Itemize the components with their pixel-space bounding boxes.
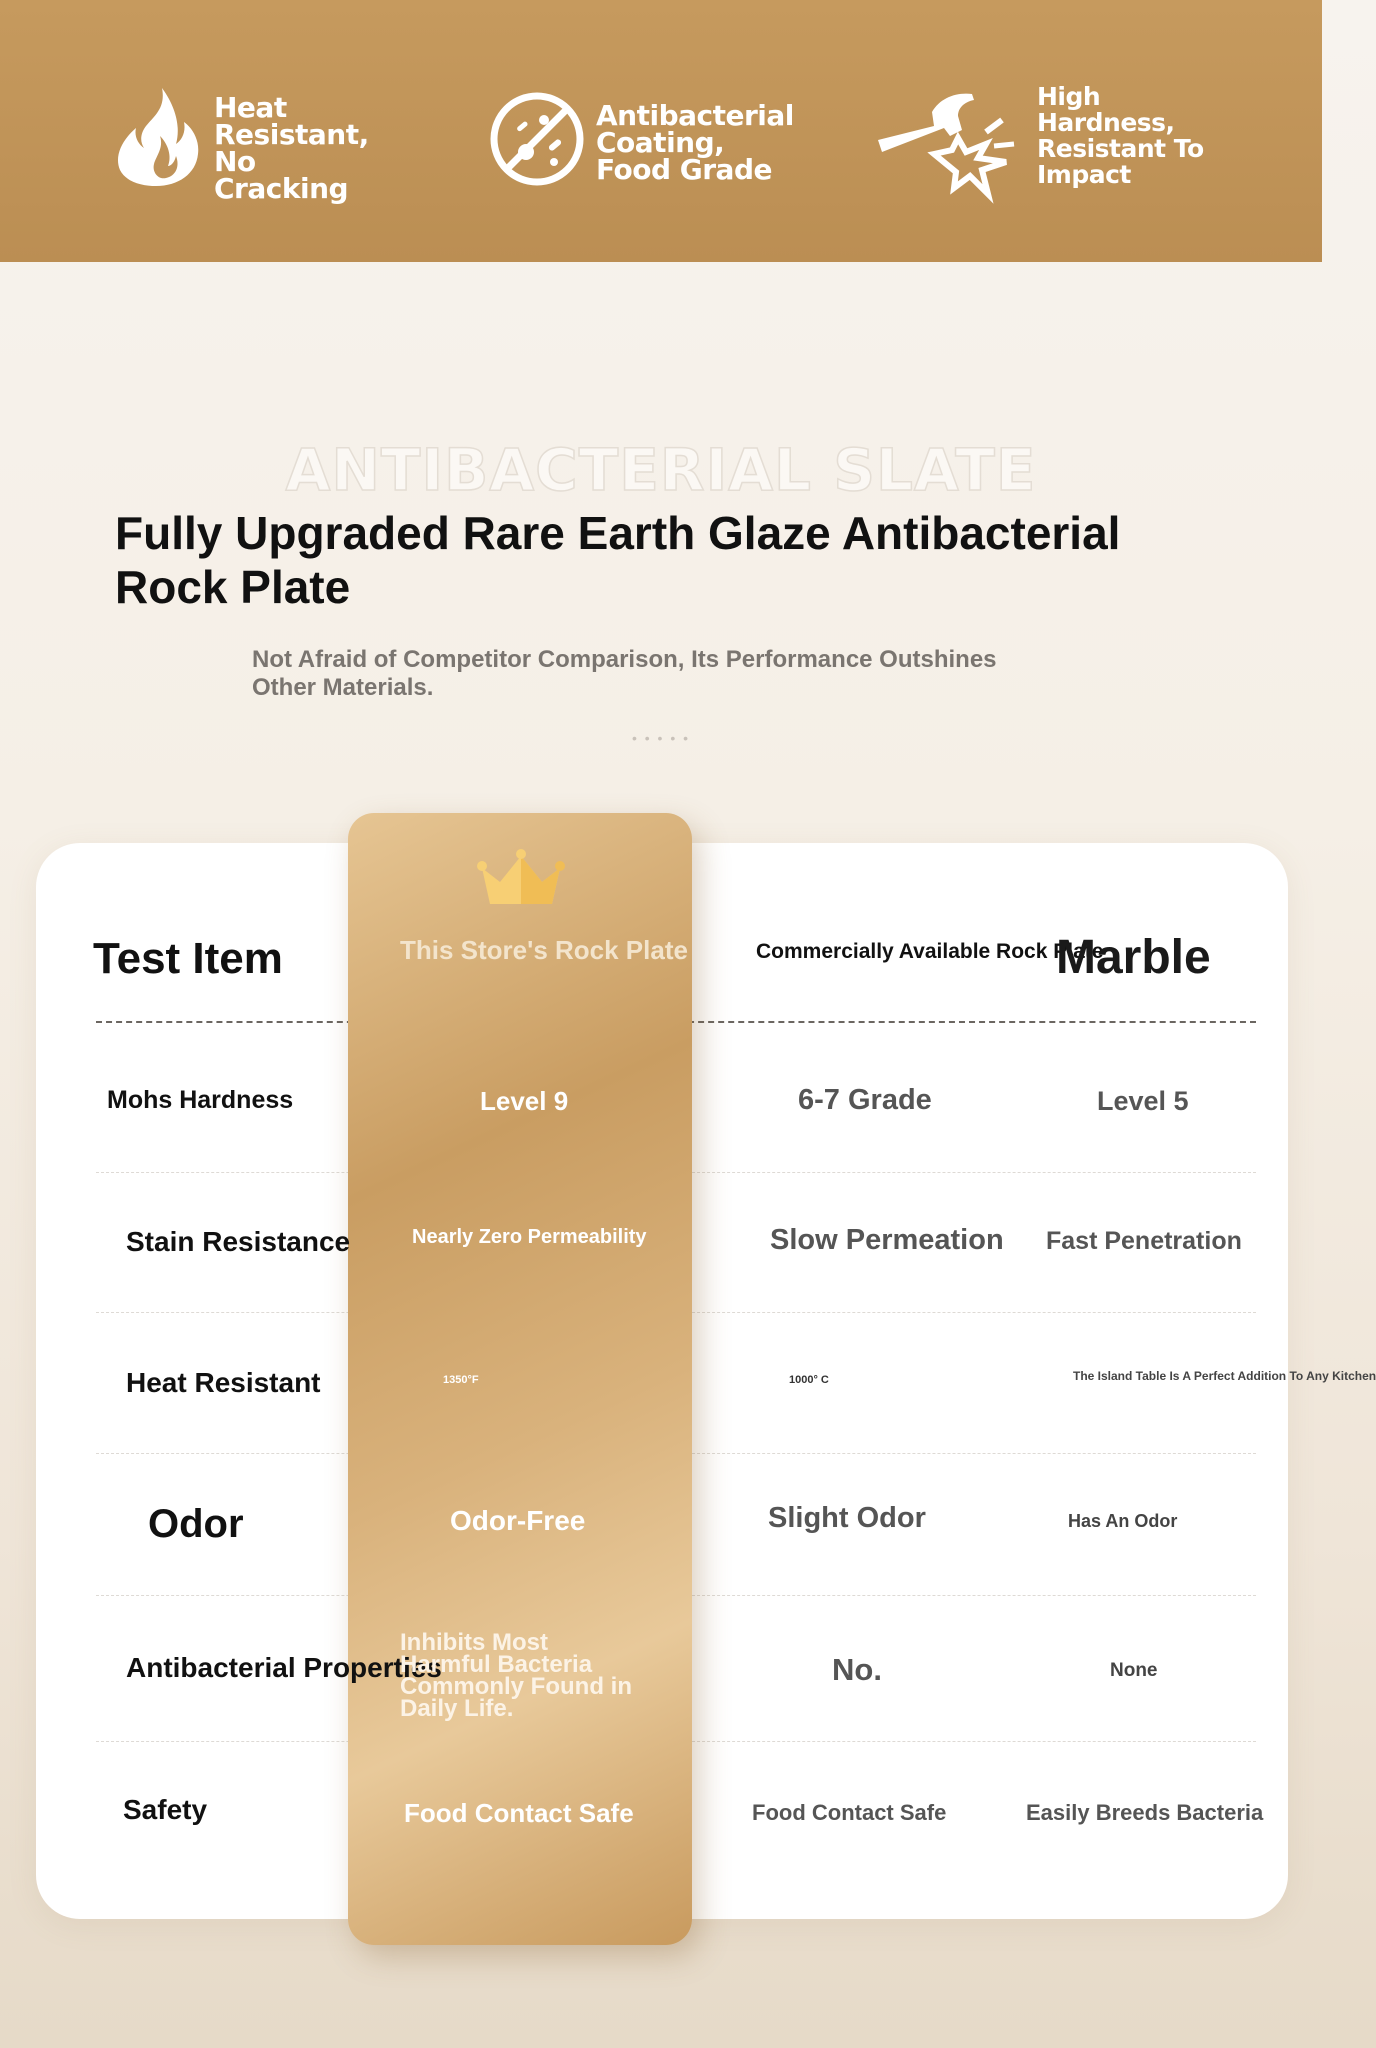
store-value-line: Daily Life.: [400, 1695, 514, 1722]
marble-value: None: [1110, 1660, 1158, 1681]
store-value-line: Inhibits Most: [400, 1629, 548, 1656]
row-item-label: Mohs Hardness: [107, 1086, 294, 1114]
row-item-label: Heat Resistant: [126, 1367, 321, 1398]
store-value: Food Contact Safe: [404, 1798, 634, 1828]
commercial-value: Slight Odor: [768, 1502, 926, 1534]
commercial-value: Slow Permeation: [770, 1224, 1004, 1256]
feature-hardness-text: [1037, 84, 1204, 188]
header-marble: Marble: [1056, 931, 1211, 984]
store-value: Nearly Zero Permeability: [412, 1226, 647, 1248]
store-value: [400, 1629, 680, 1722]
row-item-label: Stain Resistance: [126, 1226, 351, 1257]
header-commercial-rock-plate: Commercially Available Rock Plate: [756, 940, 1104, 963]
store-value: Odor-Free: [450, 1505, 586, 1536]
row-item-label: Antibacterial Properties: [126, 1652, 442, 1683]
feature-banner: [0, 0, 1322, 262]
hammer-impact-icon: [874, 84, 1024, 199]
feature-line: Cracking: [214, 172, 349, 205]
feature-antibacterial-text: [596, 99, 794, 186]
marble-value: Level 5: [1097, 1086, 1189, 1116]
store-highlight-column: [348, 813, 692, 1945]
feature-line: Hardness,: [1037, 108, 1175, 137]
title-line: Fully Upgraded Rare Earth Glaze Antibacterial: [115, 507, 1121, 559]
feature-line: Resistant To: [1037, 134, 1204, 163]
feature-line: Coating,: [596, 126, 725, 159]
marble-value: The Island Table Is A Perfect Addition To Any Kitchen: [1073, 1369, 1376, 1383]
commercial-value: 6-7 Grade: [798, 1084, 932, 1116]
header-test-item: Test Item: [93, 934, 283, 983]
commercial-value: 1000° C: [789, 1374, 829, 1386]
title-line: Rock Plate: [115, 561, 351, 613]
page-subtitle: [252, 646, 1102, 702]
store-value-line: Commonly Found in: [400, 1673, 632, 1700]
marble-value: Easily Breeds Bacteria: [1026, 1800, 1264, 1825]
feature-line: High: [1037, 82, 1101, 111]
commercial-value: No.: [832, 1652, 882, 1687]
feature-line: Impact: [1037, 160, 1131, 189]
decorative-dots: • • • • •: [631, 730, 691, 746]
store-value: Level 9: [480, 1086, 569, 1116]
no-bacteria-icon: [488, 90, 586, 188]
commercial-value: Food Contact Safe: [752, 1800, 947, 1825]
feature-line: Food Grade: [596, 153, 772, 186]
marble-value: Fast Penetration: [1046, 1227, 1242, 1255]
subtitle-line: Other Materials.: [252, 674, 434, 701]
store-value-line: Harmful Bacteria: [400, 1651, 593, 1678]
feature-line: No: [214, 145, 256, 178]
feature-line: Antibacterial: [596, 99, 794, 132]
watermark-title: ANTIBACTERIAL SLATE: [285, 436, 1037, 504]
feature-line: Heat: [214, 91, 287, 124]
flame-icon: [110, 86, 205, 186]
row-item-label: Odor: [148, 1502, 244, 1546]
header-store-rock-plate: This Store's Rock Plate: [400, 935, 688, 965]
page-title: [115, 506, 1215, 614]
feature-line: Resistant,: [214, 118, 369, 151]
store-value: 1350°F: [443, 1374, 479, 1386]
feature-heat-text: [214, 91, 369, 205]
subtitle-line: Not Afraid of Competitor Comparison, Its Performance Outshines: [252, 646, 997, 673]
row-item-label: Safety: [123, 1794, 208, 1825]
crown-icon: [476, 848, 566, 908]
marble-value: Has An Odor: [1068, 1511, 1178, 1531]
